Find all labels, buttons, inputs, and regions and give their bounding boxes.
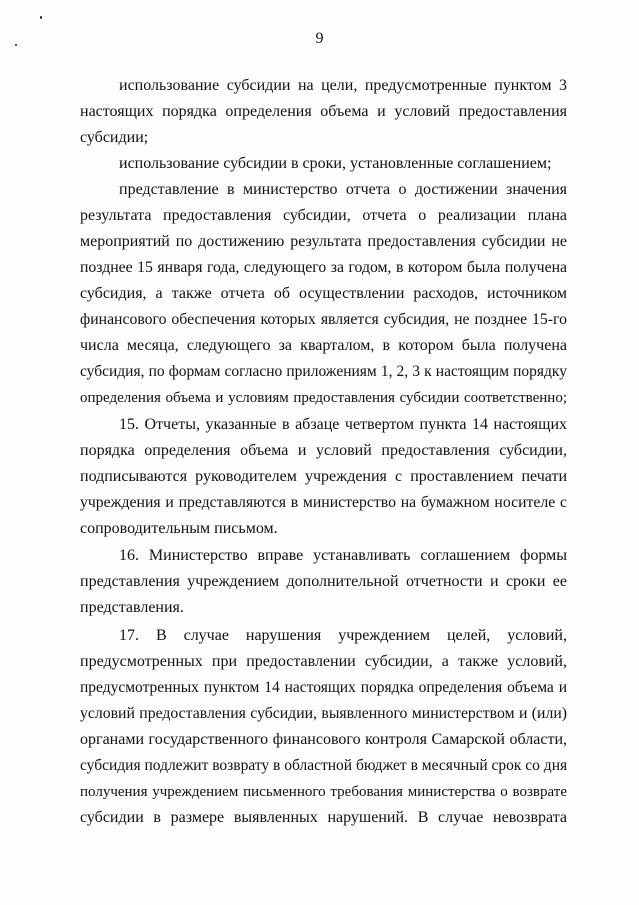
text-line: учреждения и представляются в министерство на бумажном носителе с — [80, 494, 567, 511]
text-line: предусмотренных при предоставлении субсидии, а также условий, — [80, 653, 567, 670]
text-line: определения объема и условиям предоставления субсидии соответственно; — [80, 390, 567, 406]
text-line: подписываются руководителем учреждения с проставлением печати — [80, 468, 567, 485]
text-line: использование субсидии в сроки, установленные соглашением; — [119, 155, 552, 172]
page-number: 9 — [315, 30, 324, 47]
text-line: использование субсидии на цели, предусмотренные пунктом 3 — [119, 77, 567, 94]
text-line: получения учреждением письменного требования министерства о возврате — [80, 784, 567, 800]
text-line: субсидия подлежит возврату в областной бюджет в месячный срок со дня — [80, 757, 568, 774]
text-line: сопроводительным письмом. — [80, 520, 278, 537]
text-line: финансового обеспечения которых является субсидия, не позднее 15-го — [80, 311, 567, 328]
scan-speck — [40, 16, 42, 19]
text-line: 16. Министерство вправе устанавливать соглашением формы — [119, 547, 567, 564]
text-line: представление в министерство отчета о достижении значения — [119, 181, 567, 198]
text-line: субсидия, а также отчета об осуществлении расходов, источником — [80, 285, 567, 302]
text-line: 15. Отчеты, указанные в абзаце четвертом пункта 14 настоящих — [119, 416, 567, 433]
text-line: результата предоставления субсидии, отчета о реализации плана — [80, 207, 567, 224]
text-line: 17. В случае нарушения учреждением целей, условий, — [119, 627, 567, 644]
text-line: представления учреждением дополнительной отчетности и сроки ее — [80, 573, 567, 590]
text-line: порядка определения объема и условий предоставления субсидии, — [80, 442, 567, 459]
text-line: субсидии; — [80, 129, 149, 146]
text-line: представления. — [80, 599, 184, 616]
text-line: органами государственного финансового контроля Самарской области, — [80, 731, 567, 748]
text-line: позднее 15 января года, следующего за годом, в котором была получена — [80, 259, 567, 276]
text-line: субсидия, по формам согласно приложениям 1, 2, 3 к настоящим порядку — [80, 363, 567, 380]
text-line: настоящих порядка определения объема и условий предоставления — [80, 103, 567, 120]
text-line: условий предоставления субсидии, выявленного министерством и (или) — [80, 705, 567, 722]
text-line: мероприятий по достижению результата предоставления субсидии не — [80, 233, 567, 250]
text-line: субсидии в размере выявленных нарушений. В случае невозврата — [80, 809, 567, 826]
text-line: числа месяца, следующего за кварталом, в котором была получена — [80, 337, 567, 354]
text-line: предусмотренных пунктом 14 настоящих порядка определения объема и — [80, 679, 567, 696]
